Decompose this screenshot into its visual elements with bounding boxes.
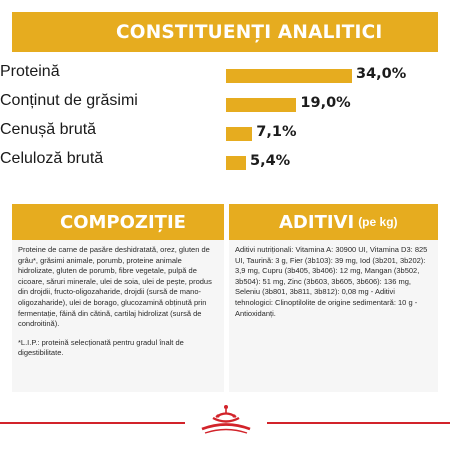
composition-header [12,204,224,240]
composition-text: Proteine de carne de pasăre deshidratată, orez, gluten de grâu*, grăsimi animale, porumb, proteine animale hidrolizate, gluten de porumb, fibre vegetale, pulpă de cicoare, săruri minerale, ulei de soia, ulei de pește, produs din drojdii, fructo-oligozaharide, drojdii (sursă de mano-oligozaharide), ulei de borago, glucozamină obținută prin fermentație, făină din cătină, cartilaj hidrolizat (sursă de condroitină). [18,245,212,329]
analytic-value-fibre: 5,4% [250,153,291,169]
additives-header [229,204,438,240]
analytic-label-protein: Proteină [0,63,60,80]
analytic-row-fibre [0,150,220,174]
analytic-row-fat [0,92,220,116]
footer-red-line-right [267,422,450,424]
additives-text: Aditivi nutriționali: Vitamina A: 30900 UI, Vitamina D3: 825 UI, Taurină: 3 g, Fier (3b103): 39 mg, Iod (3b201, 3b202): 3,9 mg, Cupru (3b405, 3b406): 12 mg, Mangan (3b502, 3b504): 51 mg, Zinc (3b603, 3b605, 3b606): 136 mg, Seleniu (3b801, 3b811, 3b812): 0,08 mg - Aditivi tehnologici: Clinoptilolite de origine sedimentară: 10 g - Antioxidanți. [235,245,428,318]
royal-canin-crown-logo-icon [185,400,267,440]
analytic-label-fat: Conținut de grăsimi [0,92,138,109]
analytic-row-protein [0,63,220,87]
composition-title: COMPOZIȚIE [60,211,186,233]
composition-body [12,240,224,392]
analytic-bar-fat [226,98,296,112]
footer-red-line-left [0,422,185,424]
analytic-bar-protein [226,69,352,83]
analytic-bar-ash [226,127,252,141]
analytic-value-fat: 19,0% [300,95,351,111]
analytic-value-protein: 34,0% [356,66,407,82]
analytic-label-fibre: Celuloză brută [0,150,104,167]
crown-logo-svg [187,402,265,438]
analytic-constituents [0,58,450,178]
additives-title: ADITIVI [279,211,355,233]
analytic-value-ash: 7,1% [256,124,297,140]
additives-body [229,240,438,392]
analytic-header-banner [12,12,438,52]
composition-note: *L.I.P.: proteină selecționată pentru gradul înalt de digestibilitate. [18,337,184,358]
additives-subtitle: (pe kg) [358,215,398,229]
analytic-row-ash [0,121,220,145]
analytic-label-ash: Cenușă brută [0,121,97,138]
analytic-bar-fibre [226,156,246,170]
analytic-header-title: CONSTITUENȚI ANALITICI [116,21,383,43]
